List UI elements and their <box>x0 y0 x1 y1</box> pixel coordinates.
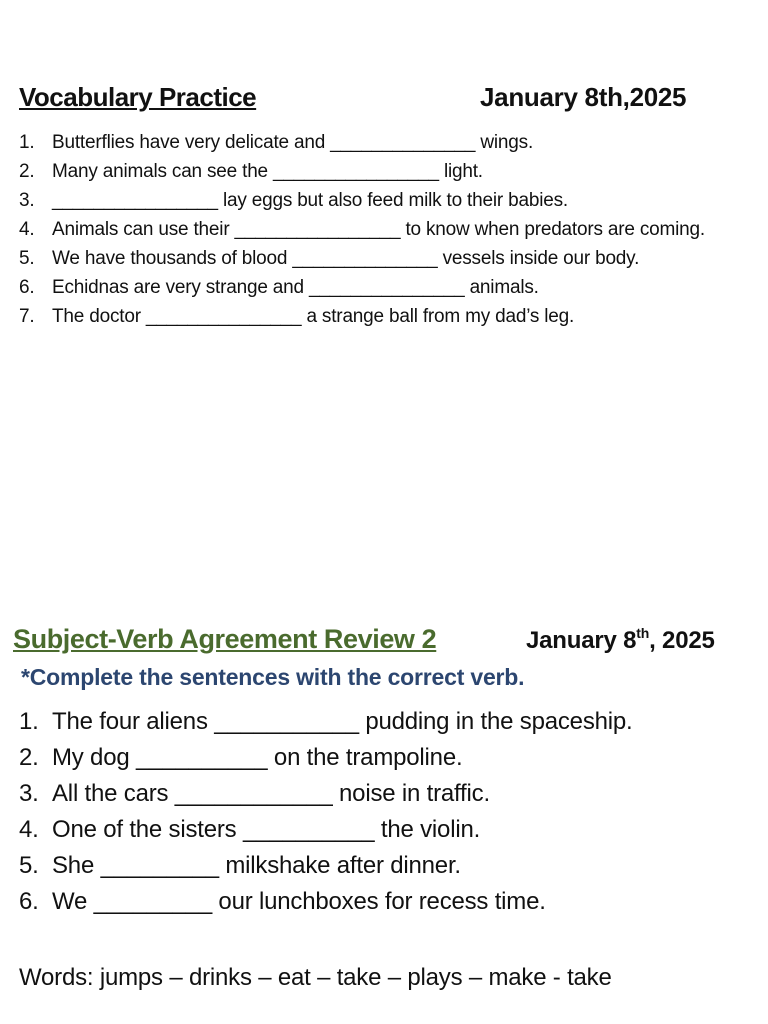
item-number: 5. <box>19 248 35 269</box>
item-text: The doctor _______________ a strange ball from my dad’s leg. <box>52 306 575 327</box>
sva-date <box>526 625 715 655</box>
item-text: We have thousands of blood ______________ vessels inside our body. <box>52 248 640 269</box>
vocab-title: Vocabulary Practice <box>19 82 257 112</box>
item-number: 4. <box>19 816 39 843</box>
item-number: 3. <box>19 190 35 211</box>
list-item <box>19 215 705 244</box>
item-text: All the cars ____________ noise in traffic. <box>52 780 490 807</box>
word-bank: Words: jumps – drinks – eat – take – plays – make - take <box>19 964 612 991</box>
item-text: Butterflies have very delicate and ______________ wings. <box>52 132 534 153</box>
date-suffix: th <box>636 625 650 641</box>
item-text: We _________ our lunchboxes for recess time. <box>52 888 546 915</box>
item-text: Animals can use their ________________ to know when predators are coming. <box>52 219 705 240</box>
item-number: 5. <box>19 852 39 879</box>
list-item <box>19 884 633 920</box>
vocab-date: January 8th,2025 <box>480 82 687 112</box>
list-item <box>19 302 705 331</box>
item-number: 2. <box>19 161 35 182</box>
sva-instruction: *Complete the sentences with the correct verb. <box>21 664 525 690</box>
list-item <box>19 186 705 215</box>
item-text: My dog __________ on the trampoline. <box>52 744 463 771</box>
list-item <box>19 128 705 157</box>
list-item <box>19 848 633 884</box>
list-item <box>19 704 633 740</box>
item-number: 4. <box>19 219 35 240</box>
item-text: ________________ lay eggs but also feed milk to their babies. <box>52 190 568 211</box>
list-item <box>19 273 705 302</box>
date-day: January 8 <box>526 627 637 654</box>
item-number: 1. <box>19 132 35 153</box>
list-item <box>19 740 633 776</box>
list-item <box>19 812 633 848</box>
item-text: The four aliens ___________ pudding in the spaceship. <box>52 708 633 735</box>
date-year: , 2025 <box>649 627 715 654</box>
sva-title: Subject-Verb Agreement Review 2 <box>13 624 437 654</box>
list-item <box>19 157 705 186</box>
list-item <box>19 244 705 273</box>
item-text: Echidnas are very strange and _______________ animals. <box>52 277 539 298</box>
list-item <box>19 776 633 812</box>
item-text: One of the sisters __________ the violin. <box>52 816 481 843</box>
item-text: She _________ milkshake after dinner. <box>52 852 461 879</box>
item-text: Many animals can see the ________________ light. <box>52 161 483 182</box>
item-number: 7. <box>19 306 35 327</box>
item-number: 6. <box>19 888 39 915</box>
sva-list <box>19 704 633 920</box>
item-number: 6. <box>19 277 35 298</box>
item-number: 3. <box>19 780 39 807</box>
vocab-list <box>19 128 705 331</box>
item-number: 1. <box>19 708 39 735</box>
item-number: 2. <box>19 744 39 771</box>
